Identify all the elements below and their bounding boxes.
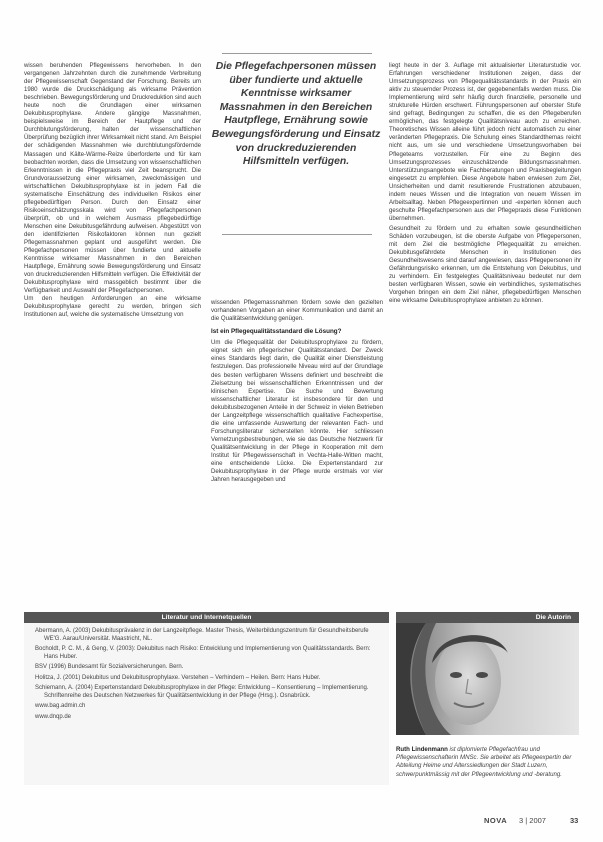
- pullquote-rule-bottom: [222, 234, 372, 235]
- pullquote: Die Pflegefachpersonen müssen über fundierte und aktuelle Kenntnisse wirksamer Massnahmen in den Bereichen Hautpflege, Ernährung sowie Bewegungsförderung und Einsatz von druckreduzierenden Hilfsmitteln verfügen.: [211, 61, 381, 168]
- author-heading-bar: [396, 612, 579, 623]
- article-column-middle: [211, 299, 383, 605]
- author-heading: Die Autorin: [535, 614, 571, 621]
- literature-entry: Abermann, A. (2003) Dekubitusprävalenz in der Langzeitpflege. Master Thesis, Weiterbildungszentrum für Gesundheitsberufe WE'G. Aarau/Universität. Maastricht, NL.: [35, 628, 369, 642]
- footer-magazine-name: NOVA: [484, 816, 508, 825]
- literature-list: [35, 628, 380, 724]
- literature-entry: Bocholdt, P. C. M., & Geng, V. (2003): Dekubitus nach Risiko: Entwicklung und Implementierung von Qualitätsstandards. Bern: Hans Huber.: [35, 646, 371, 660]
- article-paragraph: Um die Pflegequalität der Dekubitusprophylaxe zu fördern, eignet sich ein pflegerischer Qualitätsstandard. Der Zweck eines Standards liegt darin, die Qualität einer Dienstleistung festzulegen. Das professionelle Niveau wird auf der Grundlage des besten verfügbaren Wissens definiert und beschreibt die Zielsetzung bei wissenschaftlichen Erkenntnissen und der klinischen Expertise. Die Suche und Bewertung wissenschaftlicher Literatur ist insbesondere für den und dekubitusbezogenen Anteile in der Schweiz in vielen Betrieben der Langzeitpflege wissenschaftlich qualitative Fachexpertise, die eine umfassende Auswertung der relevanten Fach- und Forschungsliteratur sicherstellen könnte. Hier schliessen Vernetzungsbestrebungen, wie sie das Deutsche Netzwerk für Qualitätsentwicklung in der Pflege in Kooperation mit dem Institut für Pflegewissenschaft in Vechta-Halle-Witten macht, eine entscheidende Lücke. Die Expertenstandard zur Dekubitusprophylaxe in der Pflege wurde erstmals vor vier Jahren herausgegeben und: [211, 339, 383, 484]
- pullquote-rule-top: [222, 53, 372, 54]
- author-name: Ruth Lindenmann: [396, 746, 448, 753]
- footer-page-number: 33: [570, 816, 579, 825]
- section-subheading: Ist ein Pflegequalitätsstandard die Lösung?: [211, 328, 342, 336]
- literature-entry: BSV (1996) Bundesamt für Sozialversicherungen. Bern.: [35, 664, 184, 670]
- article-column-left: [24, 62, 201, 605]
- article-column-right: [389, 62, 581, 605]
- footer-issue: 3 | 2007: [519, 816, 546, 825]
- literature-heading: Literatur und Internetquellen: [24, 612, 389, 623]
- article-paragraph: Gesundheit zu fördern und zu erhalten sowie gesundheitlichen Schäden vorzubeugen, ist die oberste Aufgabe von Pflegepersonen, mit dem Ziel die bestmögliche Pflegequalität zu erreichen. Dekubitusgefährdete Menschen in Institutionen des Gesundheitswesens sind darauf angewiesen, dass Pflegepersonen ihr Gefährdungsrisiko erkennen, um die Entstehung von Dekubitus, und zu verhindern. Ein festgelegtes Qualitätsniveau bedeutet nur dem besten verfügbaren Wissen, sowie ein verbindliches, systematisches Vorgehen bringen ein dem Ziel näher, pflegebedürftigen Menschen eine wirksame Dekubitusprophylaxe anbieten zu können.: [389, 224, 581, 305]
- author-bio: [396, 746, 579, 779]
- article-paragraph: wissenden Pflegemassnahmen fördern sowie den gezielten vorhandenen Vorgaben an einer Kommunikation und damit an die Qualitätsentwicklung genügen.: [211, 299, 383, 323]
- literature-link[interactable]: www.dnqp.de: [35, 713, 72, 720]
- article-paragraph: Um den heutigen Anforderungen an eine wirksame Dekubitusprophylaxe gerecht zu werden, bringen sich Institutionen auf, welche die systematische Umsetzung von: [24, 295, 201, 319]
- author-description: ist diplomierte Pflegefachfrau und Pflegewissenschafterin MNSc. Sie arbeitet als Pflegeexpertin der Abteilung Heime und Alterssiedlungen der Stadt Luzern, schwerpunktmässig mit der Pflegeentwicklung und -beratung.: [396, 746, 572, 778]
- literature-entry: Holitza, J. (2001) Dekubitus und Dekubitusprophylaxe. Verstehen – Verhindern – Heilen. Bern: Hans Huber.: [35, 674, 321, 681]
- article-paragraph: wissen beruhenden Pflegewissens hervorheben. In den vergangenen Jahrzehnten durch die zunehmende Verbreitung der Pflegewissenschaft Gegenstand der Forschung. Bereits um 1980 wurde die Druckschädigung als wirksame Prävention beschrieben. Bewegungsförderung und Druckreduktion sind auch heute noch die Grundlagen einer wirksamen Dekubitusprophylaxe. Andere gängige Massnahmen, beispielsweise im Bereich der Hautpflege und der Durchblutungsförderung, halten der wissenschaftlichen Überprüfung bezüglich ihrer Wirksamkeit nicht stand. Am Beispiel der schädigenden Massnahmen wie durchblutungsfördernde Massagen und Kälte-Wärme-Reize überforderte und für kam beobachten worden, dass die Umsetzung von wissenschaftlichen Erkenntnissen in die Pflegepraxis viel Zeit beansprucht. Die Grundvoraussetzung einer wirksamen, zweckmässigen und wirtschaftlichen Dekubitusprophylaxe ist in jedem Fall die systematische Einschätzung des individuellen Risikos einer pflegebedürftigen Person. Durch den Einsatz einer Risikoeinschätzungsskala wird von Pflegefachpersonen überprüft, ob und in welchem Ausmass pflegebedürftige Menschen eine Dekubitusgefährdung aufweisen. Abgestützt von den identifizierten Risikofaktoren können nun gezielt Pflegemassnahmen geplant und ausgeführt werden. Die Pflegefachpersonen müssen über fundierte und aktuelle Kenntnisse wirksamer Massnahmen in den Bereichen Hautpflege, Ernährung sowie Bewegungsförderung und Einsatz von druckreduzierenden Hilfsmitteln verfügen. Die Effektivität der Dekubitusprophylaxe wird massgeblich bestimmt über die Verfügbarkeit und Auswahl der Pflegefachpersonen.: [24, 62, 201, 295]
- author-photo: [396, 623, 579, 735]
- author-portrait-image: [396, 623, 579, 735]
- literature-entry: Schiemann, A. (2004) Expertenstandard Dekubitusprophylaxe in der Pflege: Entwicklung – Konsentierung – Implementierung. Schriftenreihe des Deutschen Netzwerkes für Qualitätsentwicklung in der Pflege (Hrsg.). Osnabrück.: [35, 685, 369, 699]
- article-paragraph: liegt heute in der 3. Auflage mit aktualisierter Literaturstudie vor. Erfahrungen verschiedener Institutionen zeigen, dass der Umsetzungsprozess von Pflegequalitätsstandards in der Praxis ein aktiv zu steuernder Prozess ist, der gegebenenfalls werden muss. Die Implementierung wird sehr häufig durch finanzielle, personelle und strukturelle Hürden erschwert. Führungspersonen auf oberster Stufe sind gefragt, Bedingungen zu schaffen, die es den Pflegeberufen ermöglichen, das festgelegte Qualitätsniveau auch zu erreichen. Theoretisches Wissen alleine führt jedoch nicht automatisch zu einer veränderten Pflegepraxis. Die Schulung eines Standardthemas reicht nicht aus, um sie und verschiedene Umsetzungsvorhaben bei Pflegeteams vorzustellen. Für eine zu Beginn des Umsetzungsprozesses einzuschätzende Bildungsmassnahmen. Unterstützungsangebote wie Fachberatungen und Praxisbegleitungen eingesetzt zu empfehlen. Diese Angebote haben erwiesen zum Ziel, Unsicherheiten und damit resultierende Frustrationen abzubauen, indem neues Wissen und die Integration von neuem Wissen im Arbeitsalltag. Neben Pflegeexpertinnen und -experten können auch geschulte Pflegefachpersonen aus der Pflegepraxis diese Funktionen übernehmen.: [389, 62, 581, 222]
- literature-link[interactable]: www.bag.admin.ch: [35, 703, 86, 709]
